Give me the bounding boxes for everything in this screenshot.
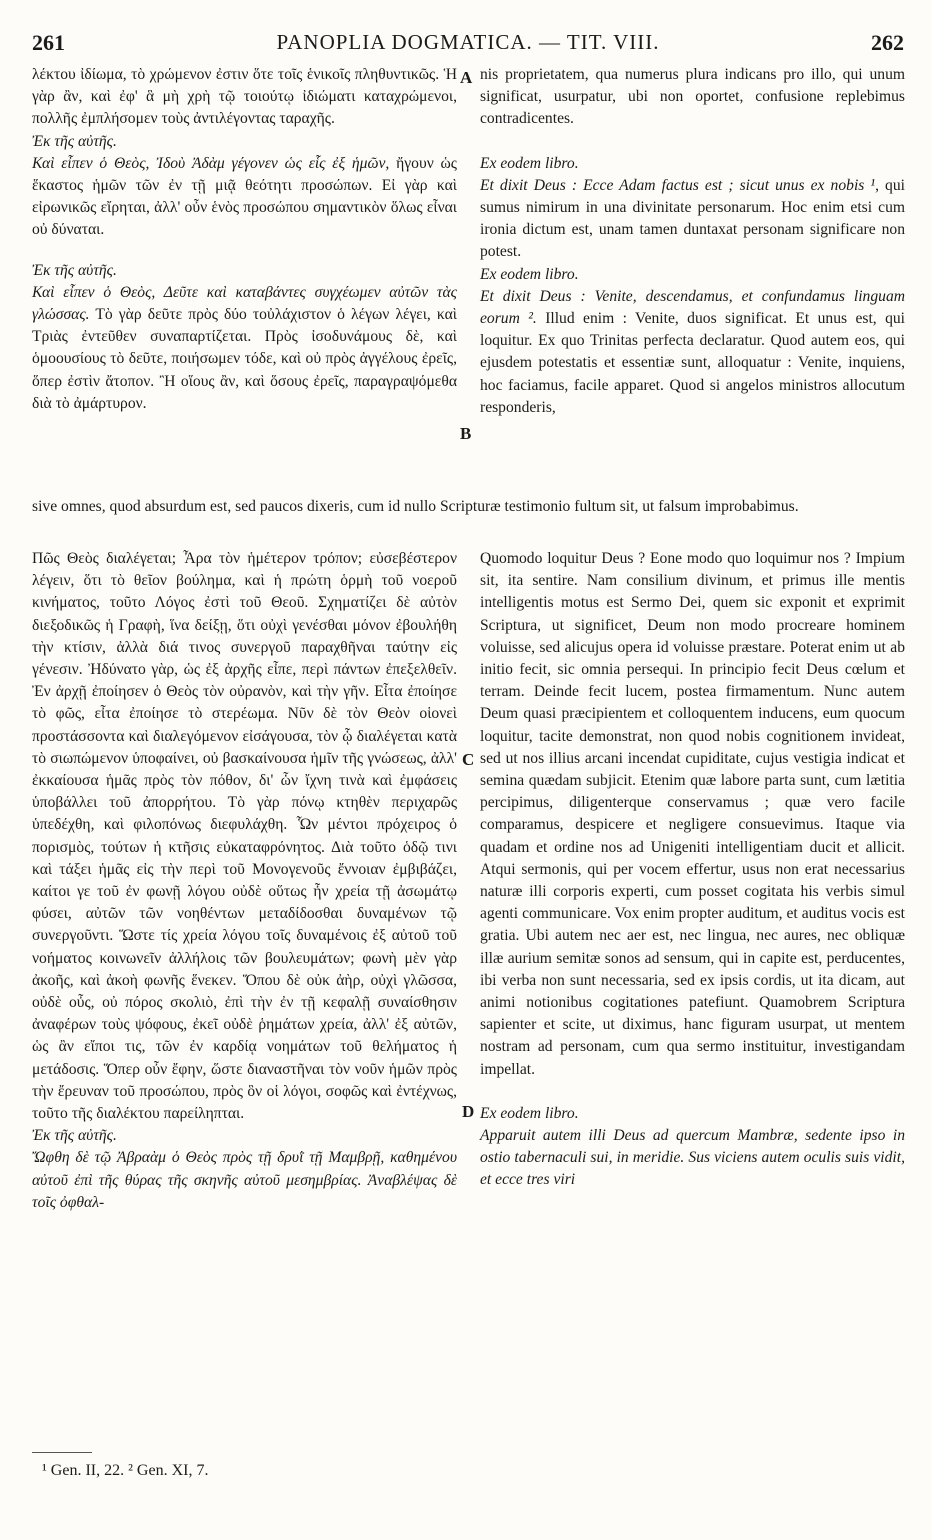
greek-section-heading: Ἐκ τῆς αὐτῆς. — [32, 132, 117, 150]
greek-paragraph-text: ἤγουν ὡς ἕκαστος ἡμῶν τῶν ἐν τῇ μιᾷ θεότητι προσώπων. Εἰ γὰρ καὶ εἰρωνικῶς εἴρηται, ἀλλ' οὖν ἑνὸς προσώπου σημαντικὸν ὅλως εἶναι οὐ δύναται. — [32, 154, 457, 239]
margin-letter-b: B — [460, 424, 472, 443]
latin-paragraph — [480, 175, 905, 264]
page-header — [32, 30, 904, 60]
left-page-number: 261 — [32, 30, 65, 55]
right-page-number: 262 — [871, 30, 904, 55]
spanning-continuation-text: sive omnes, quod absurdum est, sed paucos dixeris, cum id nullo Scripturæ testimonio fultum sit, ut falsum improbabimus. — [32, 498, 799, 515]
greek-paragraph-text: Τὸ γὰρ δεῦτε πρὸς δύο τοὐλάχιστον ὁ λέγων λέγει, καὶ Τριὰς ἐντεῦθεν συναπαρτίζεται. Πρὸς ἰσοδυνάμους δὲ, καὶ ὁμοουσίους τὸ δεῦτε, ποιήσωμεν τόδε, καὶ οὐ πρὸς ἀγγέλους ἐρεῖς, ὅπερ ἐστὶν ἄτοπον. Ἢ οἵους ἂν, καὶ ὅσους ἐρεῖς, παραγραψόμεθα διὰ τὸ ἀμάρτυρον. — [32, 306, 457, 412]
greek-section-heading: Ἐκ τῆς αὐτῆς. — [32, 261, 117, 279]
running-title: PANOPLIA DOGMATICA. — TIT. VIII. — [276, 30, 660, 54]
footnote-rule — [32, 1452, 92, 1453]
latin-paragraph — [480, 286, 905, 419]
latin-paragraph-text: , qui sumus nimirum in una divinitate personarum. Hoc enim etsi cum ironia dictum est, unam tamen duntaxat personam significare non potest. — [480, 176, 905, 261]
latin-column-bottom — [480, 548, 905, 1192]
latin-section-heading: Ex eodem libro. — [480, 265, 579, 283]
greek-column-top — [32, 64, 457, 415]
greek-paragraph — [32, 282, 457, 415]
latin-scripture-quote: Et dixit Deus : Ecce Adam factus est ; sicut unus ex nobis ¹ — [480, 176, 876, 194]
latin-paragraph: Quomodo loquitur Deus ? Eone modo quo loquimur nos ? Impium sit, ita sentire. Nam consilium divinum, et primus ille mentis intelligentis motus est Sermo Dei, quem sic exponit et exprimit Scriptura, ut significet, Deum non modo procreare hominem voluisse, sed alicujus opera id voluisse præstare. Poterat enim ut ab initio fecit, sic omnia persequi. In principio fecit Deus cœlum et terram. Deinde fecit lucem, postea firmamentum. Nunc autem Deum quasi præcipientem et colloquentem inducens, eum quocum loquitur, tacite demonstrat, non quod nobis cognitionem invideat, sed ut nos illius arcani incendat cupiditate, cujus vestigia indicat et semina quædam subjicit. Etenim quæ labore parta sunt, cum lætitia percipimus, diligenterque conservamus ; quæ vero facile comparamus, despicere et negligere consuevimus. Itaque via quadam et ordine nos ad Unigeniti intelligentiam ducit et allicit. Atqui sermonis, qui per vocem effertur, usus non erat necessarius naturæ illi corporis experti, cum posset cogitata his verbis simul agenti communicare. Vox enim propter auditum, et auditus vocis est gratia. Ubi autem nec aer est, nec lingua, nec aures, nec obliquæ illæ aurium semitæ sonos ad sensum, qui in capite est, perducentes, ibi verba non sunt necessaria, sed ex ipsis cordis, ut ita dicam, aut animi notionibus cogitationes patefiunt. Quamobrem Scriptura sapienter et scite, ut diximus, hanc figuram usurpat, ut mentem nostram ad personam, cum qua sermo instituitur, investigandam impellat. — [480, 550, 905, 1078]
greek-section-heading: Ἐκ τῆς αὐτῆς. — [32, 1127, 117, 1145]
latin-section-heading: Ex eodem libro. — [480, 1104, 579, 1122]
greek-paragraph: Πῶς Θεὸς διαλέγεται; Ἆρα τὸν ἡμέτερον τρόπον; εὐσεβέστερον λέγειν, ὅτι τὸ θεῖον βούλημα, καὶ ἡ πρώτη ὁρμὴ τοῦ νοεροῦ κινήματος, τοῦτο Λόγος ἐστὶ τοῦ Θεοῦ. Σχηματίζει δὲ αὐτὸν διεξοδικῶς ἡ Γραφὴ, ἵνα δείξῃ, ὅτι οὐχὶ γενέσθαι μόνον ἐβουλήθη τὴν κτίσιν, ἀλλὰ διά τινος συνεργοῦ παραχθῆναι ταύτην εἰς γένεσιν. Ἠδύνατο γὰρ, ὡς ἐξ ἀρχῆς εἶπε, περὶ πάντων ἐπεξελθεῖν. Ἐν ἀρχῇ ἐποίησεν ὁ Θεὸς τὸν οὐρανὸν, καὶ τὴν γῆν. Εἶτα ἐποίησε τὸ φῶς, εἶτα ἐποίησε τὸ στερέωμα. Νῦν δὲ τὸν Θεὸν οἱονεὶ προστάσσοντα καὶ διαλεγόμενον εἰσάγουσα, τὸν ᾧ διαλέγεται κατὰ τὸ σιωπώμενον ὑποφαίνει, οὐ βασκαίνουσα ἡμῖν τῆς γνώσεως, ἀλλ' ἐκκαίουσα ἡμᾶς πρὸς τὸν πόθον, δι' ὧν ἴχνη τινὰ καὶ ἐμφάσεις ὑποβάλλει τοῦ ἀπορρήτου. Τὸ γὰρ πόνῳ κτηθὲν περιχαρῶς ὑπεδέχθη, καὶ φιλοπόνως διεφυλάχθη. Ὧν μέντοι πρόχειρος ὁ πορισμὸς, τούτων ἡ κτῆσις εὐκαταφρόνητος. Διὰ τοῦτο ὁδῷ τινι καὶ τάξει ἡμᾶς εἰς τὴν περὶ τοῦ Μονογενοῦς ἔννοιαν ἐμβιβάζει, καίτοι γε τοῦ ἐν φωνῇ λόγου οὐδὲ οὕτως ἦν χρεία τῇ ἀσωμάτῳ φύσει, αὐτῶν τῶν νοηθέντων μεταδίδοσθαι δυναμένων τῷ συνεργοῦντι. Ὥστε τίς χρεία λόγου τοῖς δυναμένοις ἐξ αὐτοῦ τοῦ νοήματος κοινωνεῖν ἀλλήλοις τῶν βουλευμάτων; φωνὴ μὲν γὰρ ἀκοῆς, καὶ ἀκοὴ φωνῆς ἕνεκεν. Ὅπου δὲ οὐκ ἀὴρ, οὐχὶ γλῶσσα, οὐδὲ οὖς, οὐ πόρος σκολιὸ, ἐπὶ τὴν ἐν τῇ κεφαλῇ συναίσθησιν ἀναφέρων τοὺς ψόφους, ἐκεῖ οὐδὲ ῥημάτων χρεία, ἀλλ' ἐξ αὐτῶν, ὡς ἂν εἴποι τις, τῶν ἐν καρδίᾳ νοημάτων τοῦ θελήματος ἡ μετάδοσις. Ὅπερ οὖν ἔφην, ὥστε διαναστῆναι τὸν νοῦν ἡμῶν πρὸς τὴν ἔρευναν τοῦ προσώπου, πρὸς ὃν οἱ λόγοι, σοφῶς καὶ ἐντέχνως, τοῦτο τῆς διαλέκτου παρείληπται. — [32, 550, 457, 1123]
latin-scripture-quote: Et dixit Deus : Venite, descendamus, et confundamus linguam eorum ². — [480, 287, 905, 328]
latin-paragraph: nis proprietatem, qua numerus plura indicans pro illo, qui unum significat, usurpatur, ubi non oportet, confusione replebimus contradicentes. — [480, 66, 905, 128]
greek-scripture-quote: Ὤφθη δὲ τῷ Ἀβραὰμ ὁ Θεὸς πρὸς τῇ δρυῒ τῇ Μαμβρῇ, καθημένου αὐτοῦ ἐπὶ τῆς θύρας τῆς σκηνῆς αὐτοῦ μεσημβρίας. Ἀναβλέψας δὲ τοῖς ὀφθαλ- — [32, 1149, 457, 1211]
greek-column-bottom — [32, 548, 457, 1214]
footnotes: ¹ Gen. II, 22. ² Gen. XI, 7. — [42, 1462, 209, 1479]
greek-paragraph: λέκτου ἰδίωμα, τὸ χρώμενον ἐστιν ὅτε τοῖς ἑνικοῖς πληθυντικῶς. Ἡ γὰρ ἂν, καὶ ἐφ' ἃ μὴ χρὴ τῷ τοιούτῳ ἰδιώματι καταχρώμενοι, πολλῆς ἐμπλήσομεν τοὺς ἀντιλέγοντας ταραχῆς. — [32, 66, 457, 128]
latin-scripture-quote: Apparuit autem illi Deus ad quercum Mambræ, sedente ipso in ostio tabernaculi sui, in meridie. Sus viciens autem oculis suis vidit, et ecce tres viri — [480, 1127, 905, 1189]
latin-column-top — [480, 64, 905, 419]
latin-paragraph-text: Illud enim : Venite, duos significat. Et unus est, qui loquitur. Ex quo Trinitas perfecta declaratur. Quod autem eos, qui ejusdem potestatis et essentiæ sunt, alloquatur : Venite, inquiens, hoc faciamus, facile apparet. Quod si angelos ministros allocutum responderis, — [480, 310, 905, 416]
greek-paragraph — [32, 153, 457, 242]
margin-letter-a: A — [460, 68, 473, 87]
margin-letter-d: D — [462, 1102, 475, 1121]
greek-scripture-quote: Καὶ εἶπεν ὁ Θεὸς, Δεῦτε καὶ καταβάντες συγχέωμεν αὐτῶν τὰς γλώσσας. — [32, 283, 457, 324]
latin-section-heading: Ex eodem libro. — [480, 154, 579, 172]
greek-scripture-quote: Καὶ εἶπεν ὁ Θεὸς, Ἰδοὺ Ἀδὰμ γέγονεν ὡς εἷς ἐξ ἡμῶν, — [32, 154, 390, 172]
margin-letter-c: C — [462, 750, 475, 769]
